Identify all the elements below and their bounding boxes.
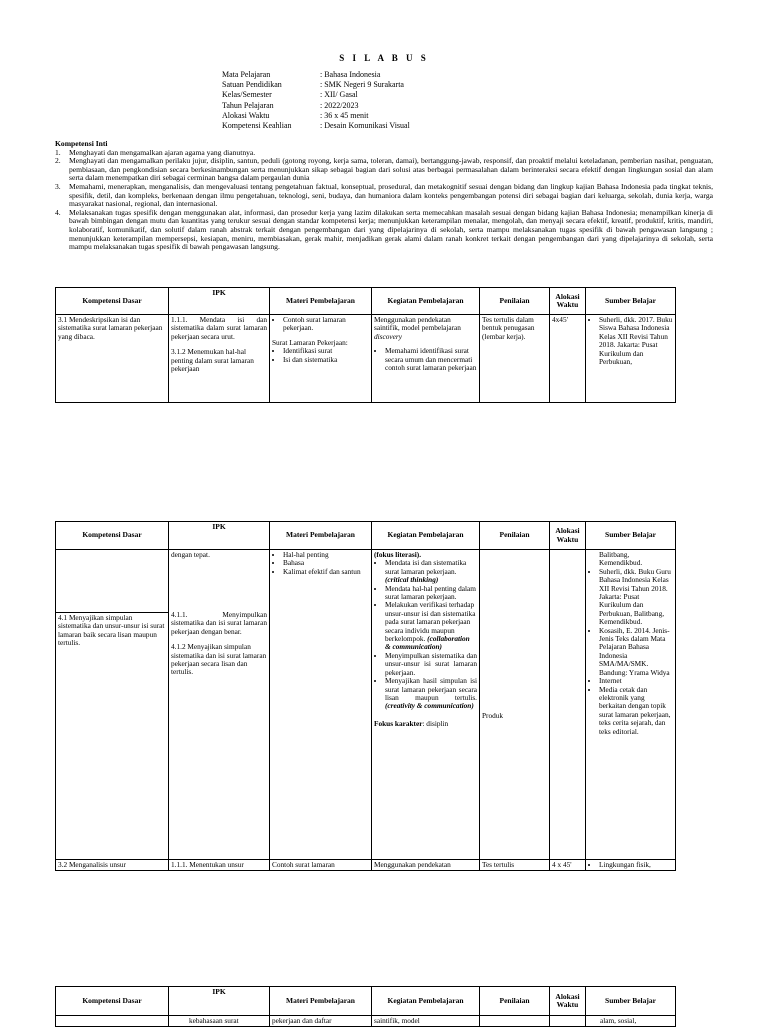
col-kompetensi-dasar: Kompetensi Dasar <box>56 522 169 550</box>
sumber-list: • Suherli, dkk. Buku Guru Bahasa Indonesia Kelas XII Revisi Tahun 2018. Jakarta: Pusat Kurikulum dan Perbukuan, Balitbang, Kemendikbud. • Kosasih, E. 2014. Jenis-Jenis Teks dalam Mata Pelajaran Bahasa Indonesia SMA/MA/SMK. Bandung: Yrama Widya • Internet • Media cetak dan elektronik yang berkaitan dengan topik surat lamaran pekerjaan, teks cerita sejarah, dan teks editorial. <box>588 568 673 736</box>
kompetensi-inti <box>55 140 713 252</box>
col-kegiatan: Kegiatan Pembelajaran <box>372 522 480 550</box>
ki-heading: Kompetensi Inti <box>55 139 108 148</box>
table-row <box>56 550 676 860</box>
materi-cell: pekerjaan dan daftar <box>270 1016 372 1027</box>
materi-list: • Identifikasi surat • Isi dan sistematika <box>272 347 369 364</box>
col-materi: Materi Pembelajaran <box>270 288 372 315</box>
kegiatan-cell: Menggunakan pendekatan saintifik, model pembelajaran discovery • Memahami identifikasi surat secara umum dan mencermati contoh surat lamaran pekerjaan <box>372 315 480 403</box>
ki-item: 3. Memahami, menerapkan, menganalisis, dan mengevaluasi tentang pengetahuan faktual, konseptual, prosedural, dan metakognitif sesuai dengan bidang dan lingkup kajian Bahasa Indonesia pada tingkat teknis, spesifik, detil, dan kompleks, berkenaan dengan ilmu pengetahuan, teknologi, seni, budaya, dan humaniora dalam konteks pengembangan potensi diri sebagai bagian dari keluarga, sekolah, dunia kerja, warga masyarakat nasional, regional, dan internasional. <box>55 181 713 209</box>
alokasi-cell <box>550 550 586 860</box>
sumber-list: • Lingkungan fisik, <box>588 861 673 869</box>
materi-cell <box>270 550 372 860</box>
meta-row: Alokasi Waktu : 36 x 45 menit <box>222 110 369 120</box>
table-row <box>56 860 676 871</box>
col-alokasi: Alokasi Waktu <box>550 288 586 315</box>
meta-row: Kompetensi Keahlian : Desain Komunikasi Visual <box>222 121 410 131</box>
penilaian-cell: Produk <box>480 550 550 860</box>
col-kegiatan: Kegiatan Pembelajaran <box>372 987 480 1016</box>
kd-cell: 4.1 Menyajikan simpulan sistematika dan unsur-unsur isi surat lamaran baik secara lisan maupun tertulis. <box>56 550 169 860</box>
col-ipk: IPK <box>169 522 270 550</box>
sumber-cell: alam, sosial, <box>586 1016 676 1027</box>
col-alokasi: Alokasi Waktu <box>550 522 586 550</box>
ki-item: 1. Menghayati dan mengamalkan ajaran agama yang dianutnya. <box>55 147 256 157</box>
penilaian-cell <box>480 1016 550 1027</box>
col-sumber: Sumber Belajar <box>586 522 676 550</box>
materi-list: • Contoh surat lamaran pekerjaan. <box>272 316 369 333</box>
ipk-cell: kebahasaan surat <box>169 1016 270 1027</box>
kegiatan-cell: saintifik, model <box>372 1016 480 1027</box>
col-sumber: Sumber Belajar <box>586 987 676 1016</box>
col-kegiatan: Kegiatan Pembelajaran <box>372 288 480 315</box>
kegiatan-cell: (fokus literasi). • Mendata isi dan sistematika surat lamaran pekerjaan. (critical thinking) • Mendata hal-hal penting dalam surat lamaran pekerjaan. • Melakukan verifikasi terhadap unsur-unsur isi dan sistematika pada surat lamaran pekerjaan secara individu maupun berkelompok. (collaboration & communication) • Menyimpulkan sistematika dan unsur-unsur isi surat lamaran pekerjaan. • Menyajikan hasil simpulan isi surat lamaran pekerjaan secara lisan maupun tertulis. (creativity & communication) Fokus karakter: disiplin <box>372 550 480 860</box>
col-materi: Materi Pembelajaran <box>270 987 372 1016</box>
col-ipk: IPK <box>169 288 270 315</box>
alokasi-cell: 4 x 45' <box>550 860 586 871</box>
sumber-list: • Suherli, dkk. 2017. Buku Siswa Bahasa Indonesia Kelas XII Revisi Tahun 2018. Jakarta: Pusat Kurikulum dan Perbukuan, <box>588 316 673 366</box>
col-kompetensi-dasar: Kompetensi Dasar <box>56 987 169 1016</box>
syllabus-table-3 <box>55 986 676 1027</box>
col-penilaian: Penilaian <box>480 288 550 315</box>
kd-cell <box>56 1016 169 1027</box>
alokasi-cell <box>550 1016 586 1027</box>
meta-row: Kelas/Semester : XII/ Gasal <box>222 90 358 100</box>
col-sumber: Sumber Belajar <box>586 288 676 315</box>
materi-list: • Hal-hal penting • Bahasa • Kalimat efektif dan santun <box>272 551 369 576</box>
syllabus-table-1 <box>55 287 676 403</box>
kegiatan-list: • Memahami identifikasi surat secara umum dan mencermati contoh surat lamaran pekerjaan <box>374 347 477 372</box>
col-alokasi: Alokasi Waktu <box>550 987 586 1016</box>
header-info <box>222 70 410 131</box>
kegiatan-list: • Mendata isi dan sistematika surat lamaran pekerjaan. (critical thinking) • Mendata hal-hal penting dalam surat lamaran pekerjaan. • Melakukan verifikasi terhadap unsur-unsur isi dan sistematika pada surat lamaran pekerjaan secara individu maupun berkelompok. (collaboration & communication) • Menyimpulkan sistematika dan unsur-unsur isi surat lamaran pekerjaan. • Menyajikan hasil simpulan isi surat lamaran pekerjaan secara lisan maupun tertulis. (creativity & communication) <box>374 559 477 710</box>
sumber-cell <box>586 315 676 403</box>
col-kompetensi-dasar: Kompetensi Dasar <box>56 288 169 315</box>
meta-row: Tahun Pelajaran : 2022/2023 <box>222 100 359 110</box>
col-ipk: IPK <box>169 987 270 1016</box>
kd-cell: 3.1 Mendeskripsikan isi dan sistematika surat lamaran pekerjaan yang dibaca. <box>56 315 169 403</box>
kd-cell: 3.2 Menganalisis unsur <box>56 860 169 871</box>
meta-row: Satuan Pendidikan : SMK Negeri 9 Surakarta <box>222 80 404 90</box>
syllabus-table-2 <box>55 521 676 871</box>
materi-cell: Contoh surat lamaran <box>270 860 372 871</box>
col-penilaian: Penilaian <box>480 522 550 550</box>
page-title: S I L A B U S <box>339 53 429 63</box>
meta-row: Mata Pelajaran : Bahasa Indonesia <box>222 70 381 79</box>
kegiatan-cell: Menggunakan pendekatan <box>372 860 480 871</box>
col-materi: Materi Pembelajaran <box>270 522 372 550</box>
ki-item: 4. Melaksanakan tugas spesifik dengan menggunakan alat, informasi, dan prosedur kerja yang lazim dilakukan serta memecahkan masalah sesuai dengan bidang kajian Bahasa Indonesia; menampilkan kinerja di bawah bimbingan dengan mutu dan kuantitas yang terukur sesuai dengan standar kompetensi kerja; menunjukkan keterampilan menalar, mengolah, dan menyaji secara efektif, kreatif, produktif, kritis, mandiri, kolaboratif, komunikatif, dan solutif dalam ranah abstrak terkait dengan pengembangan dari yang dipelajarinya di sekolah, serta mampu melaksanakan tugas spesifik di bawah pengawasan langsung ; menunjukkan keterampilan mempersepsi, kesiapan, meniru, membiasakan, gerak mahir, menjadikan gerak alami dalam ranah konkret terkait dengan pengembangan dari yang dipelajarinya di sekolah, serta mampu melaksanakan tugas spesifik di bawah pengawasan langsung. <box>55 207 713 252</box>
ipk-cell: 1.1.1. Mendata isi dan sistematika dalam surat lamaran pekerjaan secara urut. 3.1.2 Menemukan hal-hal penting dalam surat lamaran pekerjaan <box>169 315 270 403</box>
materi-cell: • Contoh surat lamaran pekerjaan. Surat Lamaran Pekerjaan: • Identifikasi surat • Isi dan sistematika <box>270 315 372 403</box>
ipk-cell: 1.1.1. Menentukan unsur <box>169 860 270 871</box>
ki-item: 2. Menghayati dan mengamalkan perilaku jujur, disiplin, santun, peduli (gotong royong, kerja sama, toleran, damai), bertanggung-jawab, responsif, dan proaktif melalui keteladanan, pemberian nasihat, penguatan, pembiasaan, dan pengkondisian secara berkesinambungan serta menunjukkan sikap sebagai bagian dari solusi atas berbagai permasalahan dalam berinteraksi secara efektif dengan lingkungan sosial dan alam serta dalam menempatkan diri sebagai cerminan bangsa dalam pergaulan dunia <box>55 156 713 183</box>
table-row <box>56 315 676 403</box>
table-row <box>56 1016 676 1027</box>
col-penilaian: Penilaian <box>480 987 550 1016</box>
sumber-cell: Balitbang, Kemendikbud. • Suherli, dkk. Buku Guru Bahasa Indonesia Kelas XII Revisi Tahun 2018. Jakarta: Pusat Kurikulum dan Perbukuan, Balitbang, Kemendikbud. • Kosasih, E. 2014. Jenis-Jenis Teks dalam Mata Pelajaran Bahasa Indonesia SMA/MA/SMK. Bandung: Yrama Widya • Internet • Media cetak dan elektronik yang berkaitan dengan topik surat lamaran pekerjaan, teks cerita sejarah, dan teks editorial. <box>586 550 676 860</box>
sumber-cell <box>586 860 676 871</box>
penilaian-cell: Tes tertulis dalam bentuk penugasan (lembar kerja). <box>480 315 550 403</box>
ipk-cell: dengan tepat. 4.1.1. Menyimpulkan sistematika dan isi surat lamaran pekerjaan dengan benar. 4.1.2 Menyajikan simpulan sistematika dan isi surat lamaran pekerjaan secara lisan dan tertulis. <box>169 550 270 860</box>
alokasi-cell: 4x45' <box>550 315 586 403</box>
penilaian-cell: Tes tertulis <box>480 860 550 871</box>
